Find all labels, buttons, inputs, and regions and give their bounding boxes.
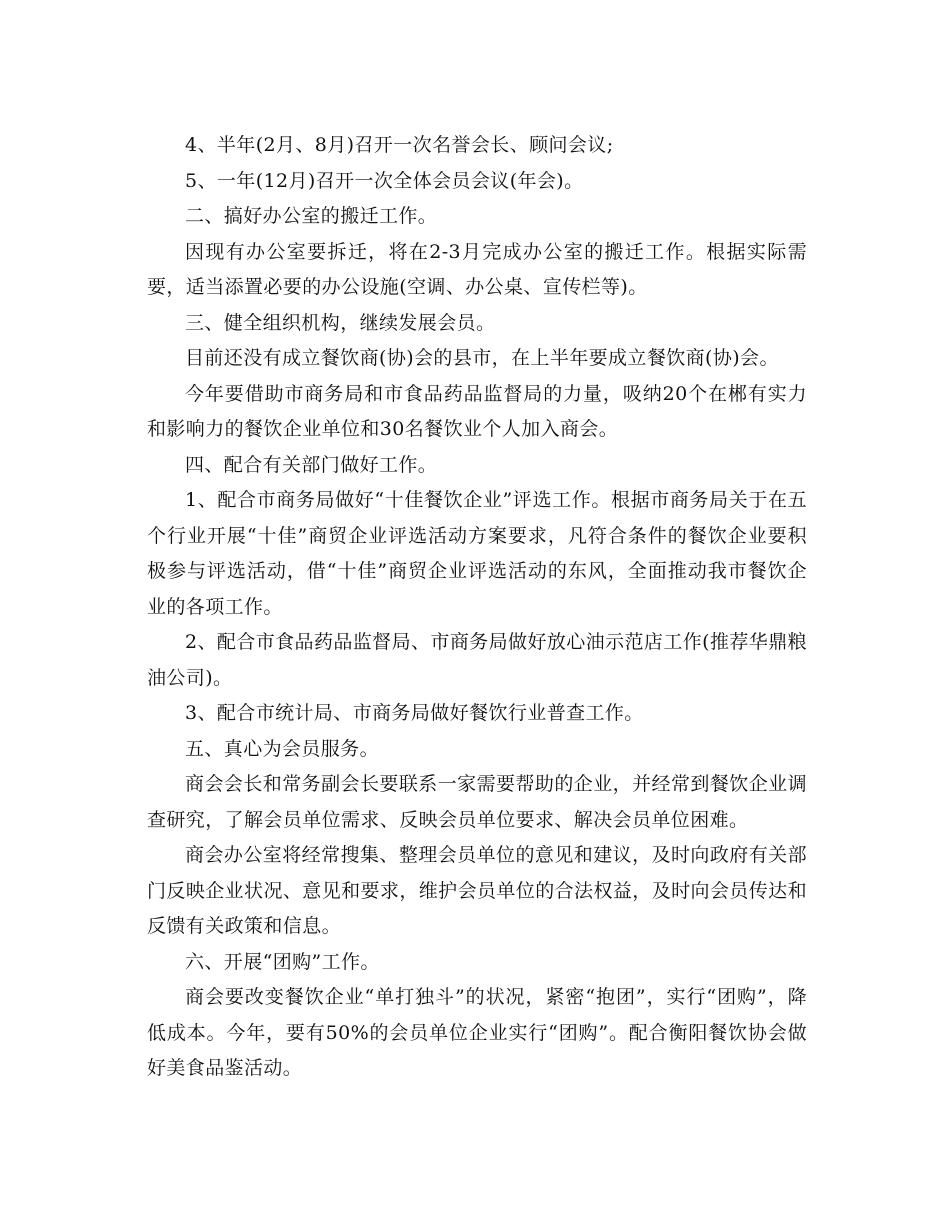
section-heading-organization: 三、健全组织机构，继续发展会员。	[185, 311, 496, 334]
paragraph-safe-oil-stores: 2、配合市食品药品监督局、市商务局做好放心油示范店工作(推荐华鼎粮油公司)。	[147, 631, 807, 689]
paragraph-county-associations: 目前还没有成立餐饮商(协)会的县市，在上半年要成立餐饮商(协)会。	[185, 347, 779, 369]
paragraph-office-relocation: 因现有办公室要拆迁，将在2-3月完成办公室的搬迁工作。根据实际需要，适当添置必要的办公设施(空调、办公桌、宣传栏等)。	[147, 240, 807, 298]
section-heading-office-relocation: 二、搞好办公室的搬迁工作。	[185, 205, 438, 227]
paragraph-top-ten-selection: 1、配合市商务局做好“十佳餐饮企业”评选工作。根据市商务局关于在五个行业开展“十佳”商贸企业评选活动方案要求，凡符合条件的餐饮企业要积极参与评选活动，借“十佳”商贸企业评选活动的东风，全面推动我市餐饮企业的各项工作。	[147, 489, 807, 618]
section-heading-cooperation: 四、配合有关部门做好工作。	[185, 453, 438, 476]
document-body	[147, 128, 807, 1087]
paragraph-leader-contact: 商会会长和常务副会长要联系一家需要帮助的企业，并经常到餐饮企业调查研究，了解会员单位需求、反映会员单位要求、解决会员单位困难。	[147, 773, 807, 831]
list-item-meeting-half-year: 4、半年(2月、8月)召开一次名誉会长、顾问会议;	[185, 134, 614, 156]
paragraph-recruit-members: 今年要借助市商务局和市食品药品监督局的力量，吸纳20个在郴有实力和影响力的餐饮企业单位和30名餐饮业个人加入商会。	[147, 382, 807, 440]
paragraph-office-feedback: 商会办公室将经常搜集、整理会员单位的意见和建议，及时向政府有关部门反映企业状况、意见和要求，维护会员单位的合法权益，及时向会员传达和反馈有关政策和信息。	[147, 844, 807, 937]
paragraph-industry-census: 3、配合市统计局、市商务局做好餐饮行业普查工作。	[185, 702, 644, 724]
section-heading-member-service: 五、真心为会员服务。	[185, 737, 380, 760]
list-item-meeting-annual: 5、一年(12月)召开一次全体会员会议(年会)。	[185, 169, 584, 192]
section-heading-group-purchase: 六、开展“团购”工作。	[185, 950, 380, 973]
paragraph-group-purchase: 商会要改变餐饮企业“单打独斗”的状况，紧密“抱团”，实行“团购”，降低成本。今年，要有50%的会员单位企业实行“团购”。配合衡阳餐饮协会做好美食品鉴活动。	[147, 986, 807, 1079]
